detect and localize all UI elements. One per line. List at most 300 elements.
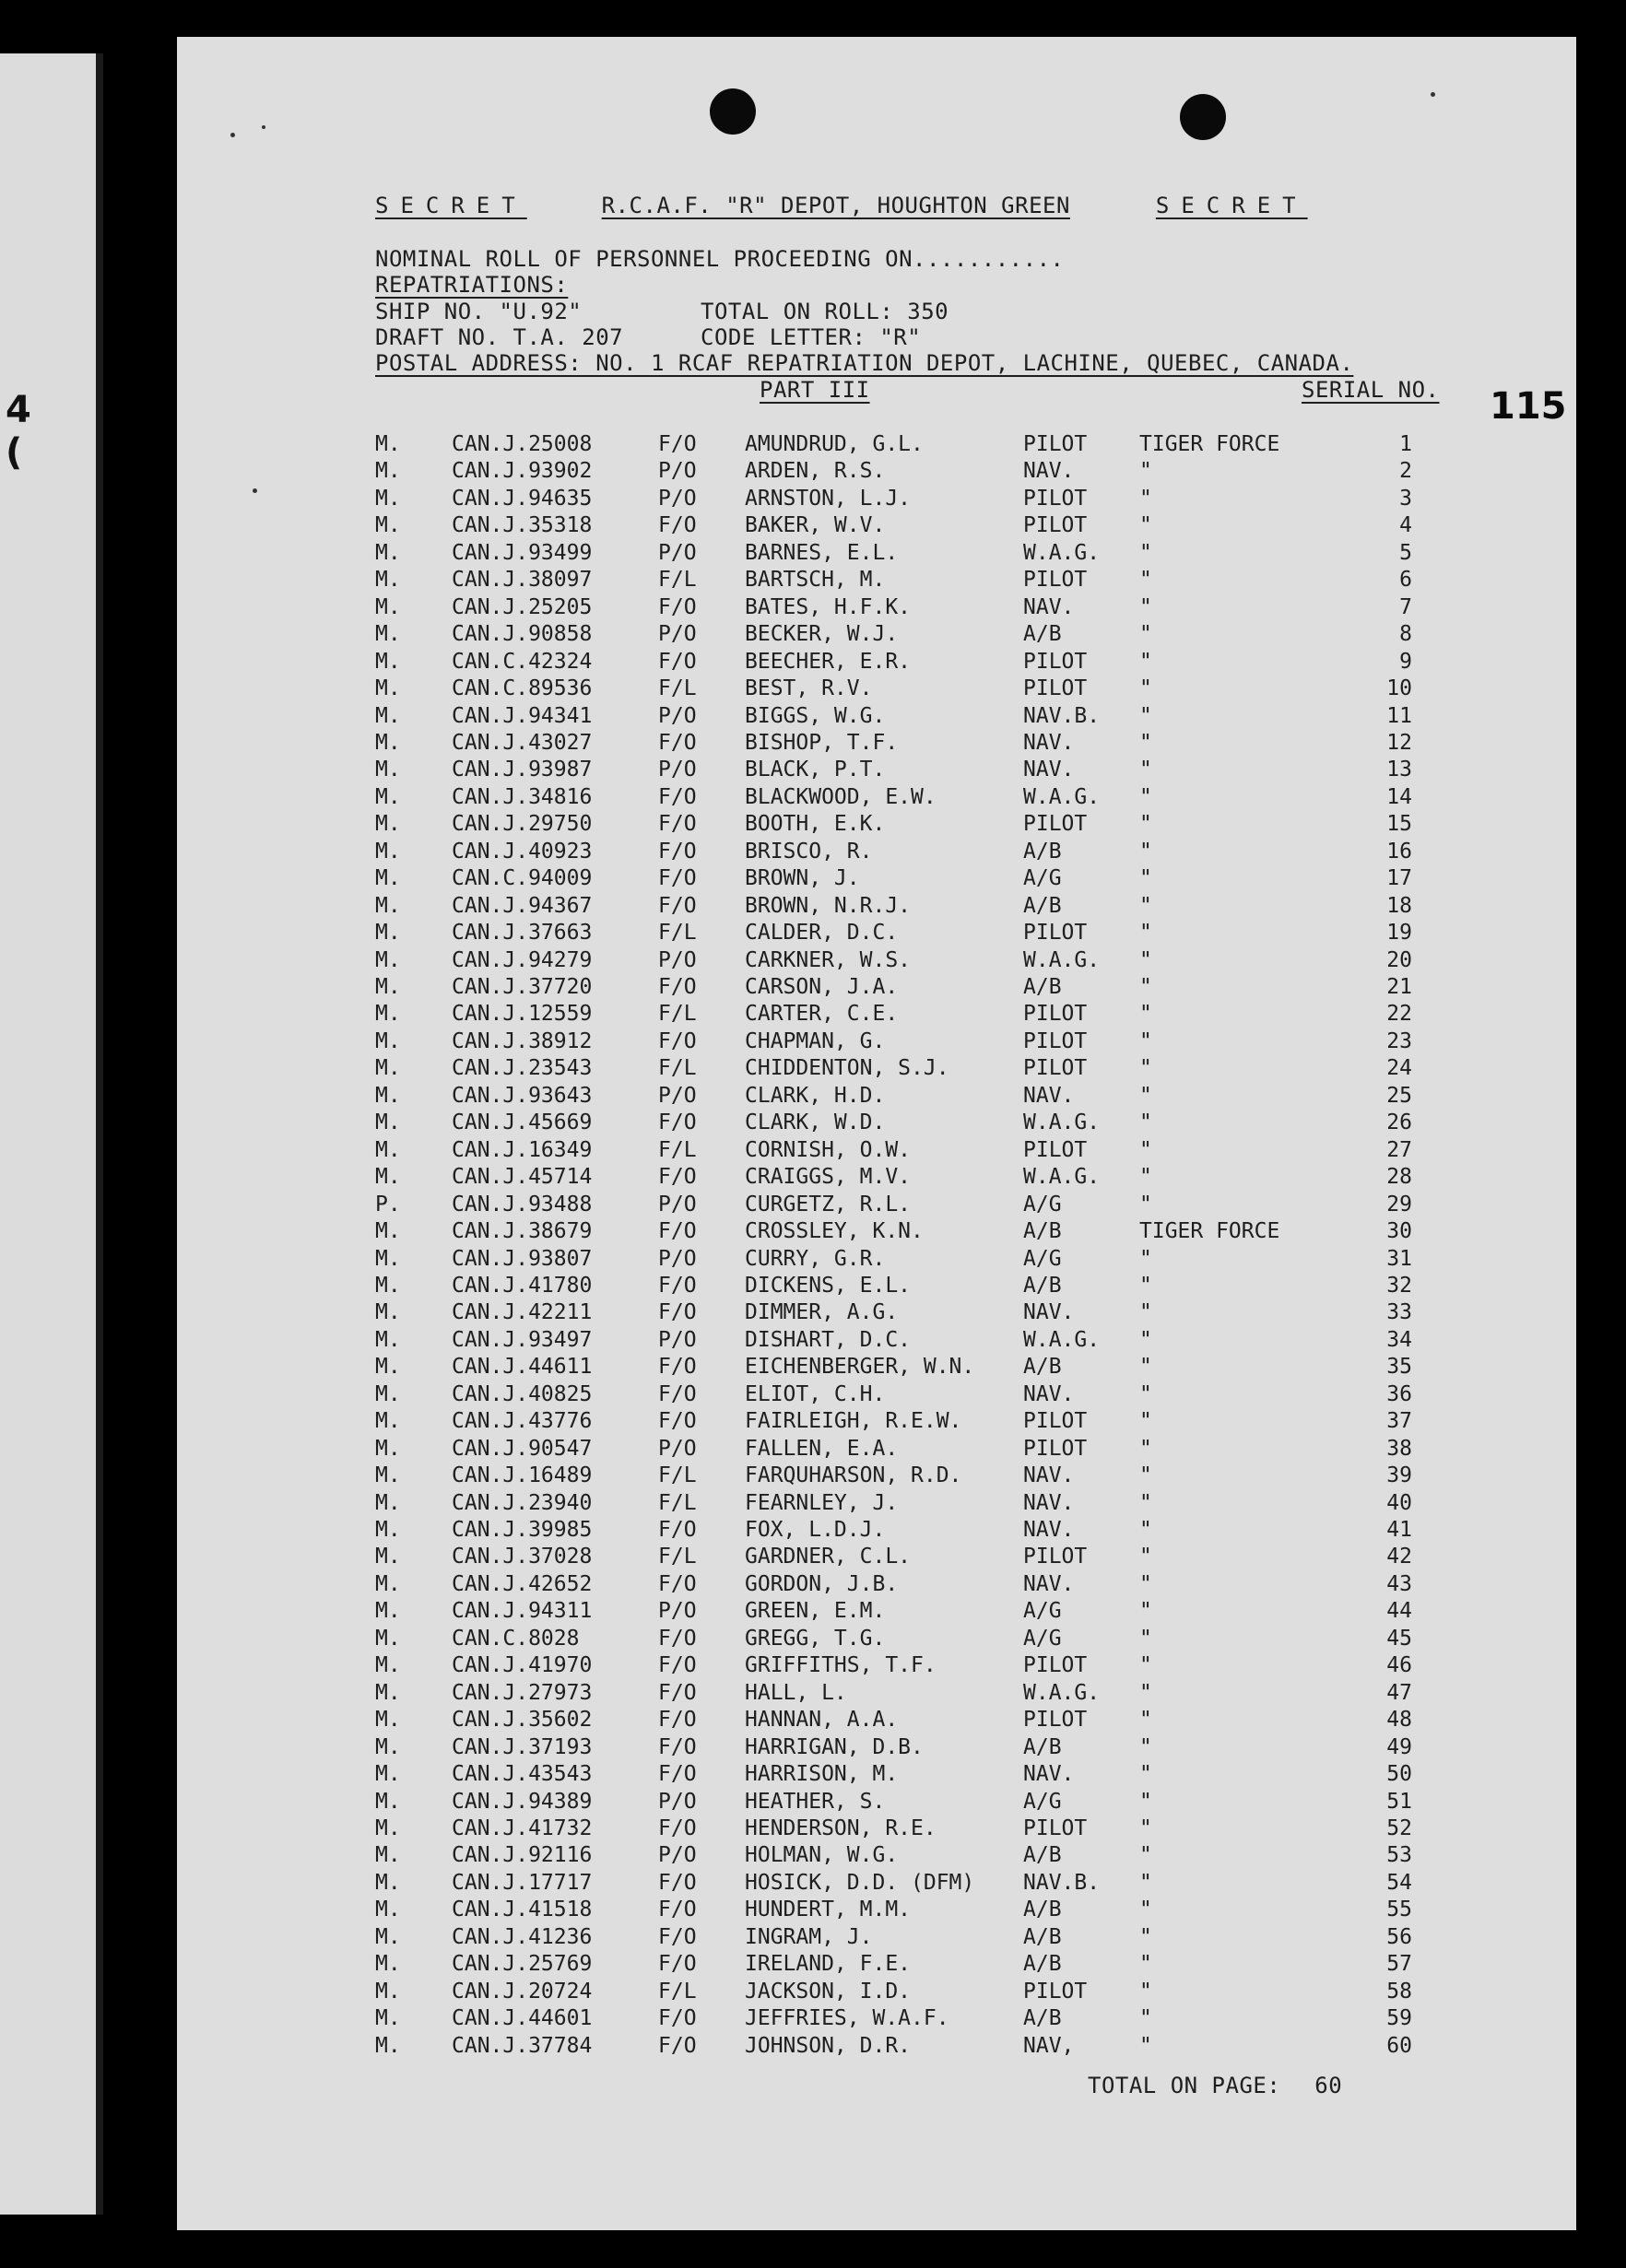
table-row [177,676,1576,702]
cell-unit: " [1139,758,1152,782]
cell-number: CAN.J.45714 [452,1165,593,1190]
cell-unit: " [1139,1816,1152,1840]
cell-unit: " [1139,568,1152,593]
cell-serial: 7 [1399,594,1412,619]
cell-grade: P/O [658,1599,697,1624]
table-row [177,458,1576,485]
cell-grade: F/L [658,1545,697,1569]
roll-category: REPATRIATIONS: [375,272,569,298]
cell-unit: " [1139,1002,1152,1027]
cell-rank: M. [375,784,401,809]
cell-serial: 48 [1386,1708,1412,1733]
cell-grade: F/O [658,1734,697,1759]
cell-trade: W.A.G. [1023,540,1101,565]
cell-trade: NAV. [1023,459,1075,484]
cell-serial: 57 [1386,1952,1412,1977]
cell-grade: P/O [658,703,697,728]
cell-grade: F/L [658,921,697,946]
cell-unit: " [1139,486,1152,511]
cell-serial: 53 [1386,1843,1412,1868]
cell-grade: F/O [658,432,697,456]
cell-number: CAN.J.23543 [452,1056,593,1081]
cell-number: CAN.J.94389 [452,1789,593,1814]
cell-unit: " [1139,703,1152,728]
cell-unit: " [1139,839,1152,864]
cell-number: CAN.J.12559 [452,1002,593,1027]
cell-rank: M. [375,1708,401,1733]
cell-grade: P/O [658,540,697,565]
cell-number: CAN.J.94341 [452,703,593,728]
table-row [177,1192,1576,1218]
page-number: 115 [1490,385,1567,428]
cell-rank: M. [375,947,401,972]
table-row [177,1218,1576,1245]
table-row [177,1110,1576,1136]
cell-name: HEATHER, S. [745,1789,886,1814]
punch-hole [710,88,756,135]
cell-trade: PILOT [1023,1002,1088,1027]
serial-number-heading: SERIAL NO. [1302,377,1440,403]
cell-rank: M. [375,513,401,538]
cell-name: HARRIGAN, D.B. [745,1734,924,1759]
cell-rank: M. [375,1002,401,1027]
cell-unit: " [1139,513,1152,538]
cell-serial: 6 [1399,568,1412,593]
cell-name: HANNAN, A.A. [745,1708,899,1733]
cell-rank: M. [375,1680,401,1705]
cell-name: CHIDDENTON, S.J. [745,1056,949,1081]
cell-rank: M. [375,1409,401,1434]
cell-name: BECKER, W.J. [745,622,899,647]
cell-rank: M. [375,540,401,565]
cell-unit: " [1139,1300,1152,1325]
table-row [177,757,1576,783]
cell-number: CAN.C.8028 [452,1626,580,1651]
table-row [177,1680,1576,1707]
cell-number: CAN.J.27973 [452,1680,593,1705]
cell-serial: 19 [1386,921,1412,946]
table-row [177,974,1576,1001]
cell-trade: A/B [1023,1273,1062,1298]
cell-serial: 15 [1386,812,1412,837]
cell-unit: " [1139,1327,1152,1352]
cell-trade: A/B [1023,1355,1062,1380]
cell-serial: 58 [1386,1979,1412,2004]
cell-name: FEARNLEY, J. [745,1490,899,1515]
table-row [177,920,1576,946]
cell-serial: 23 [1386,1028,1412,1053]
cell-grade: P/O [658,486,697,511]
cell-rank: M. [375,1626,401,1651]
cell-unit: " [1139,2033,1152,2058]
cell-name: JACKSON, I.D. [745,1979,912,2004]
cell-serial: 12 [1386,730,1412,755]
cell-serial: 27 [1386,1137,1412,1162]
table-row [177,1816,1576,1842]
cell-grade: F/O [658,649,697,674]
cell-name: BROWN, N.R.J. [745,893,912,918]
cell-serial: 4 [1399,513,1412,538]
cell-trade: PILOT [1023,1979,1088,2004]
cell-trade: NAV. [1023,1300,1075,1325]
table-row [177,703,1576,730]
cell-name: BAKER, W.V. [745,513,886,538]
cell-name: CARSON, J.A. [745,975,899,999]
cell-rank: M. [375,839,401,864]
cell-trade: NAV. [1023,1490,1075,1515]
cell-name: BARTSCH, M. [745,568,886,593]
cell-number: CAN.J.93499 [452,540,593,565]
cell-name: GRIFFITHS, T.F. [745,1653,937,1678]
cell-serial: 1 [1399,432,1412,456]
table-row [177,1897,1576,1923]
cell-trade: NAV. [1023,594,1075,619]
cell-grade: P/O [658,1789,697,1814]
cell-serial: 11 [1386,703,1412,728]
table-row [177,1408,1576,1435]
cell-trade: A/B [1023,1734,1062,1759]
cell-unit: " [1139,812,1152,837]
cell-unit: " [1139,1409,1152,1434]
cell-serial: 37 [1386,1409,1412,1434]
cell-trade: PILOT [1023,486,1088,511]
cell-number: CAN.J.90858 [452,622,593,647]
cell-unit: " [1139,540,1152,565]
cell-unit: " [1139,676,1152,701]
table-row [177,2005,1576,2032]
cell-number: CAN.J.43027 [452,730,593,755]
cell-grade: F/O [658,1680,697,1705]
cell-trade: PILOT [1023,812,1088,837]
cell-name: CHAPMAN, G. [745,1028,886,1053]
cell-trade: A/B [1023,893,1062,918]
table-row [177,839,1576,865]
cell-serial: 8 [1399,622,1412,647]
cell-number: CAN.J.41236 [452,1924,593,1949]
cell-unit: " [1139,730,1152,755]
cell-rank: M. [375,649,401,674]
cell-trade: A/G [1023,1789,1062,1814]
cell-name: BATES, H.F.K. [745,594,912,619]
cell-rank: M. [375,2033,401,2058]
cell-name: CALDER, D.C. [745,921,899,946]
cell-trade: A/B [1023,2006,1062,2031]
cell-number: CAN.C.94009 [452,866,593,891]
cell-rank: M. [375,975,401,999]
cell-number: CAN.J.42652 [452,1571,593,1596]
cell-grade: F/O [658,730,697,755]
cell-name: BRISCO, R. [745,839,873,864]
cell-grade: F/O [658,2006,697,2031]
cell-grade: F/O [658,1409,697,1434]
cell-grade: F/L [658,1002,697,1027]
cell-serial: 10 [1386,676,1412,701]
table-row [177,1137,1576,1164]
cell-number: CAN.J.44601 [452,2006,593,2031]
cell-trade: A/B [1023,1924,1062,1949]
cell-unit: " [1139,866,1152,891]
cell-trade: NAV. [1023,1518,1075,1542]
cell-grade: P/O [658,947,697,972]
cell-name: BLACKWOOD, E.W. [745,784,937,809]
cell-grade: F/O [658,1110,697,1135]
draft-number: DRAFT NO. T.A. 207 [375,324,624,350]
cell-rank: M. [375,676,401,701]
cell-number: CAN.J.37663 [452,921,593,946]
cell-serial: 2 [1399,459,1412,484]
cell-unit: " [1139,459,1152,484]
cell-number: CAN.J.93497 [452,1327,593,1352]
depot-name: R.C.A.F. "R" DEPOT, HOUGHTON GREEN [601,193,1070,218]
cell-trade: W.A.G. [1023,1165,1101,1190]
cell-trade: W.A.G. [1023,784,1101,809]
cell-name: GREGG, T.G. [745,1626,886,1651]
postal-address: POSTAL ADDRESS: NO. 1 RCAF REPATRIATION DEPOT, LACHINE, QUEBEC, CANADA. [375,350,1354,376]
page-total-value: 60 [1314,2073,1343,2098]
cell-rank: M. [375,1083,401,1108]
table-row [177,730,1576,757]
cell-rank: M. [375,432,401,456]
cell-rank: M. [375,1273,401,1298]
table-row [177,1870,1576,1897]
cell-name: HALL, L. [745,1680,847,1705]
cell-name: FALLEN, E.A. [745,1436,899,1461]
roll-title: NOMINAL ROLL OF PERSONNEL PROCEEDING ON........... [375,246,1065,272]
cell-unit: " [1139,1708,1152,1733]
cell-grade: F/L [658,676,697,701]
table-row [177,1083,1576,1110]
cell-serial: 54 [1386,1870,1412,1895]
table-row [177,1951,1576,1978]
cell-trade: PILOT [1023,1137,1088,1162]
cell-serial: 5 [1399,540,1412,565]
cell-trade: W.A.G. [1023,1680,1101,1705]
cell-name: IRELAND, F.E. [745,1952,912,1977]
cell-number: CAN.J.94635 [452,486,593,511]
table-row [177,1789,1576,1816]
cell-number: CAN.J.45669 [452,1110,593,1135]
cell-trade: NAV.B. [1023,1870,1101,1895]
cell-number: CAN.C.42324 [452,649,593,674]
cell-trade: NAV. [1023,730,1075,755]
cell-grade: F/O [658,1028,697,1053]
cell-serial: 51 [1386,1789,1412,1814]
cell-grade: F/O [658,1300,697,1325]
cell-grade: F/L [658,1137,697,1162]
cell-number: CAN.J.37193 [452,1734,593,1759]
cell-name: EICHENBERGER, W.N. [745,1355,975,1380]
table-row [177,1571,1576,1598]
cell-rank: M. [375,1110,401,1135]
cell-grade: F/O [658,1381,697,1406]
cell-name: GREEN, E.M. [745,1599,886,1624]
secret-marking-left: SECRET [375,193,527,218]
cell-serial: 16 [1386,839,1412,864]
cell-name: DIMMER, A.G. [745,1300,899,1325]
cell-serial: 13 [1386,758,1412,782]
table-row [177,431,1576,458]
cell-number: CAN.J.41732 [452,1816,593,1840]
cell-unit: " [1139,975,1152,999]
table-row [177,1734,1576,1761]
cell-number: CAN.J.34816 [452,784,593,809]
cell-unit: TIGER FORCE [1139,1219,1280,1244]
cell-name: FAIRLEIGH, R.E.W. [745,1409,962,1434]
cell-rank: M. [375,1165,401,1190]
cell-number: CAN.J.44611 [452,1355,593,1380]
table-row [177,1652,1576,1679]
cell-rank: M. [375,1870,401,1895]
adjacent-page-mark [0,389,109,474]
cell-grade: P/O [658,758,697,782]
cell-grade: F/O [658,1816,697,1840]
cell-unit: " [1139,1924,1152,1949]
cell-serial: 32 [1386,1273,1412,1298]
cell-number: CAN.J.92116 [452,1843,593,1868]
cell-trade: A/G [1023,1599,1062,1624]
cell-trade: W.A.G. [1023,1110,1101,1135]
cell-unit: " [1139,594,1152,619]
speck [262,125,265,129]
cell-serial: 28 [1386,1165,1412,1190]
table-row [177,1490,1576,1517]
header-row [375,192,1308,219]
cell-rank: M. [375,866,401,891]
cell-serial: 38 [1386,1436,1412,1461]
cell-name: ELIOT, C.H. [745,1381,886,1406]
table-row [177,811,1576,838]
cell-number: CAN.J.35602 [452,1708,593,1733]
cell-number: CAN.J.41518 [452,1898,593,1922]
table-row [177,1707,1576,1733]
table-row [177,594,1576,621]
cell-unit: " [1139,1734,1152,1759]
cell-number: CAN.J.41780 [452,1273,593,1298]
table-row [177,865,1576,892]
cell-unit: " [1139,1110,1152,1135]
cell-trade: A/B [1023,1843,1062,1868]
code-letter: CODE LETTER: "R" [701,324,922,350]
cell-number: CAN.J.25205 [452,594,593,619]
cell-grade: P/O [658,1327,697,1352]
table-row [177,1299,1576,1326]
cell-trade: NAV. [1023,1463,1075,1488]
cell-trade: NAV, [1023,2033,1075,2058]
cell-unit: " [1139,1979,1152,2004]
cell-serial: 21 [1386,975,1412,999]
table-row [177,1381,1576,1408]
cell-trade: PILOT [1023,1028,1088,1053]
cell-number: CAN.J.42211 [452,1300,593,1325]
speck [1431,92,1435,97]
cell-number: CAN.J.38912 [452,1028,593,1053]
cell-number: CAN.J.43543 [452,1762,593,1787]
cell-rank: M. [375,1898,401,1922]
cell-name: BOOTH, E.K. [745,812,886,837]
cell-number: CAN.J.94367 [452,893,593,918]
adjacent-mark-2: ( [6,431,23,474]
cell-serial: 43 [1386,1571,1412,1596]
cell-grade: F/L [658,1490,697,1515]
cell-unit: " [1139,1137,1152,1162]
page-total [1088,2072,1342,2099]
cell-rank: M. [375,1056,401,1081]
cell-serial: 40 [1386,1490,1412,1515]
table-row [177,893,1576,920]
cell-number: CAN.J.40923 [452,839,593,864]
cell-unit: " [1139,1680,1152,1705]
cell-serial: 36 [1386,1381,1412,1406]
cell-name: JOHNSON, D.R. [745,2033,912,2058]
cell-rank: M. [375,1246,401,1271]
cell-grade: P/O [658,1192,697,1216]
cell-trade: A/B [1023,839,1062,864]
cell-grade: P/O [658,622,697,647]
cell-rank: M. [375,1219,401,1244]
cell-trade: A/B [1023,1952,1062,1977]
cell-name: FARQUHARSON, R.D. [745,1463,962,1488]
cell-rank: M. [375,2006,401,2031]
cell-rank: M. [375,893,401,918]
cell-number: CAN.J.94311 [452,1599,593,1624]
cell-unit: " [1139,1192,1152,1216]
speck [230,133,235,137]
cell-serial: 18 [1386,893,1412,918]
table-row [177,947,1576,974]
cell-grade: F/L [658,1056,697,1081]
cell-serial: 41 [1386,1518,1412,1542]
cell-serial: 14 [1386,784,1412,809]
cell-number: CAN.J.94279 [452,947,593,972]
cell-rank: M. [375,486,401,511]
cell-rank: M. [375,1762,401,1787]
cell-number: CAN.J.20724 [452,1979,593,2004]
cell-trade: A/B [1023,975,1062,999]
cell-grade: F/O [658,893,697,918]
table-row [177,784,1576,811]
page-total-label: TOTAL ON PAGE: [1088,2073,1281,2098]
cell-unit: " [1139,784,1152,809]
cell-name: HOLMAN, W.G. [745,1843,899,1868]
cell-trade: A/G [1023,866,1062,891]
cell-serial: 56 [1386,1924,1412,1949]
cell-trade: PILOT [1023,921,1088,946]
table-row [177,486,1576,512]
cell-grade: F/O [658,594,697,619]
cell-serial: 22 [1386,1002,1412,1027]
table-row [177,649,1576,676]
cell-trade: PILOT [1023,1545,1088,1569]
cell-grade: F/O [658,1924,697,1949]
cell-trade: W.A.G. [1023,947,1101,972]
cell-rank: P. [375,1192,401,1216]
cell-rank: M. [375,1355,401,1380]
cell-serial: 55 [1386,1898,1412,1922]
cell-name: CLARK, H.D. [745,1083,886,1108]
cell-grade: F/O [658,1653,697,1678]
cell-rank: M. [375,594,401,619]
cell-unit: " [1139,1599,1152,1624]
cell-grade: P/O [658,1083,697,1108]
cell-name: CURGETZ, R.L. [745,1192,912,1216]
cell-rank: M. [375,1490,401,1515]
cell-trade: PILOT [1023,1653,1088,1678]
table-row [177,1028,1576,1055]
cell-name: CRAIGGS, M.V. [745,1165,912,1190]
cell-number: CAN.J.90547 [452,1436,593,1461]
cell-trade: PILOT [1023,649,1088,674]
cell-serial: 46 [1386,1653,1412,1678]
